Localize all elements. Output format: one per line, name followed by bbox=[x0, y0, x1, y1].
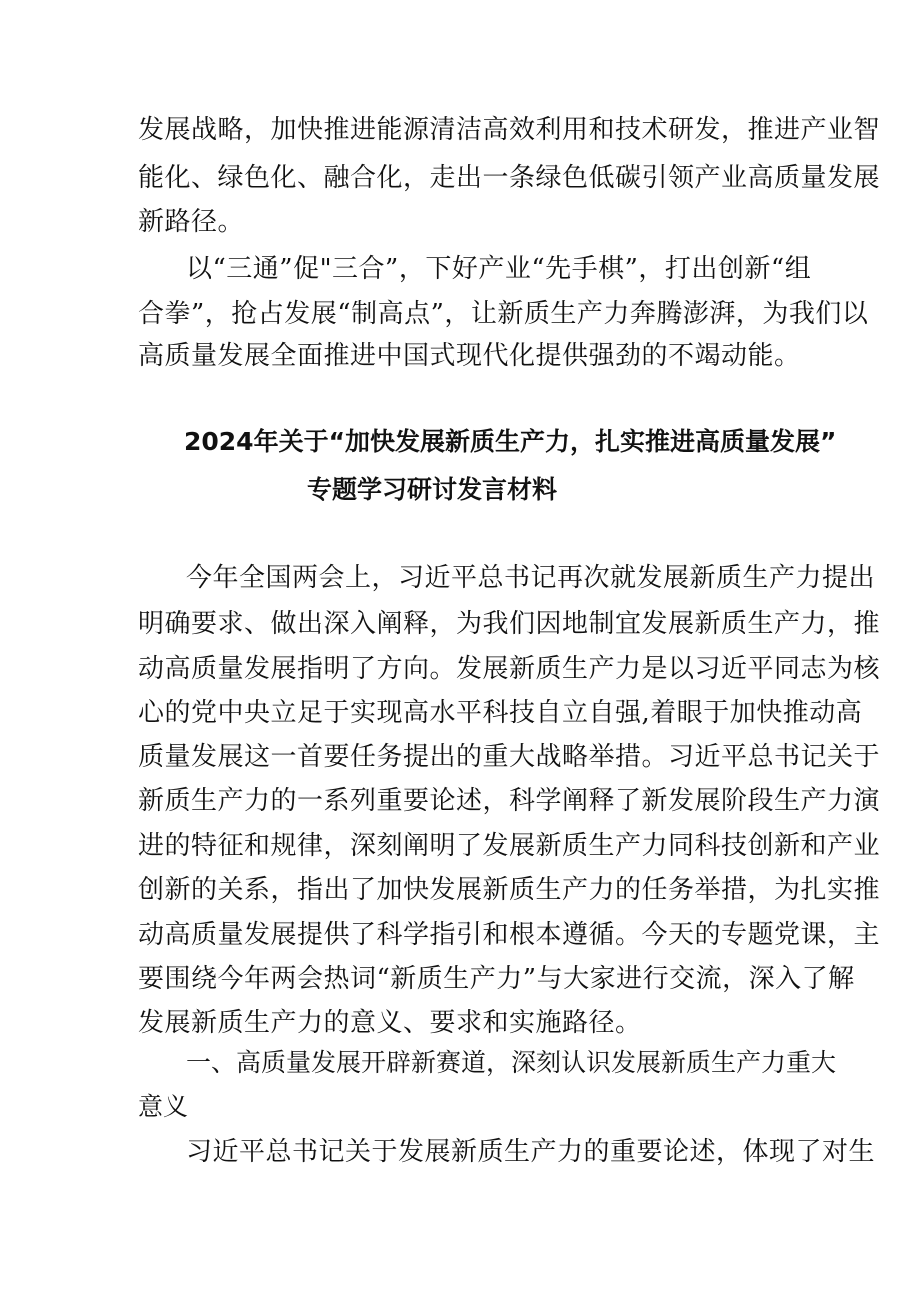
body-line-5: 质量发展这一首要任务提出的重大战略举措。习近平总书记关于 bbox=[138, 742, 881, 772]
article-title-line-2: 专题学习研讨发言材料 bbox=[307, 475, 558, 504]
section-body-line-1: 习近平总书记关于发展新质生产力的重要论述，体现了对生 bbox=[186, 1137, 876, 1167]
intro-line-1: 发展战略，加快推进能源清洁高效利用和技术研发，推进产业智 bbox=[138, 115, 881, 145]
section-heading-line-1: 一、高质量发展开辟新赛道，深刻认识发展新质生产力重大 bbox=[186, 1048, 837, 1077]
body-line-4: 心的党中央立足于实现高水平科技自立自强,着眼于加快推动高 bbox=[138, 698, 863, 728]
body-line-2: 明确要求、做出深入阐释，为我们因地制宜发展新质生产力，推 bbox=[138, 609, 881, 639]
body-line-9: 动高质量发展提供了科学指引和根本遵循。今天的专题党课，主 bbox=[138, 920, 881, 950]
body-line-11: 发展新质生产力的意义、要求和实施路径。 bbox=[138, 1008, 642, 1038]
body-line-3: 动高质量发展指明了方向。发展新质生产力是以习近平同志为核 bbox=[138, 654, 881, 684]
intro-para2-line-2: 合拳”，抢占发展“制高点”，让新质生产力奔腾澎湃，为我们以 bbox=[138, 299, 869, 329]
intro-para2-line-3: 高质量发展全面推进中国式现代化提供强劲的不竭动能。 bbox=[138, 341, 801, 371]
body-line-7: 进的特征和规律，深刻阐明了发展新质生产力同科技创新和产业 bbox=[138, 831, 881, 861]
section-heading-line-2: 意义 bbox=[138, 1092, 189, 1121]
body-line-6: 新质生产力的一系列重要论述，科学阐释了新发展阶段生产力演 bbox=[138, 786, 881, 816]
body-line-8: 创新的关系，指出了加快发展新质生产力的任务举措，为扎实推 bbox=[138, 875, 881, 905]
intro-line-3: 新路径。 bbox=[138, 207, 245, 237]
body-line-10: 要围绕今年两会热词“新质生产力”与大家进行交流，深入了解 bbox=[138, 964, 855, 994]
article-title-line-1: 2024年关于“加快发展新质生产力，扎实推进高质量发展” bbox=[184, 427, 837, 456]
intro-line-2: 能化、绿色化、融合化，走出一条绿色低碳引领产业高质量发展 bbox=[138, 163, 881, 193]
intro-para2-line-1: 以“三通”促"三合”，下好产业“先手棋”，打出创新“组 bbox=[186, 254, 812, 284]
body-line-1: 今年全国两会上，习近平总书记再次就发展新质生产力提出 bbox=[186, 563, 876, 593]
